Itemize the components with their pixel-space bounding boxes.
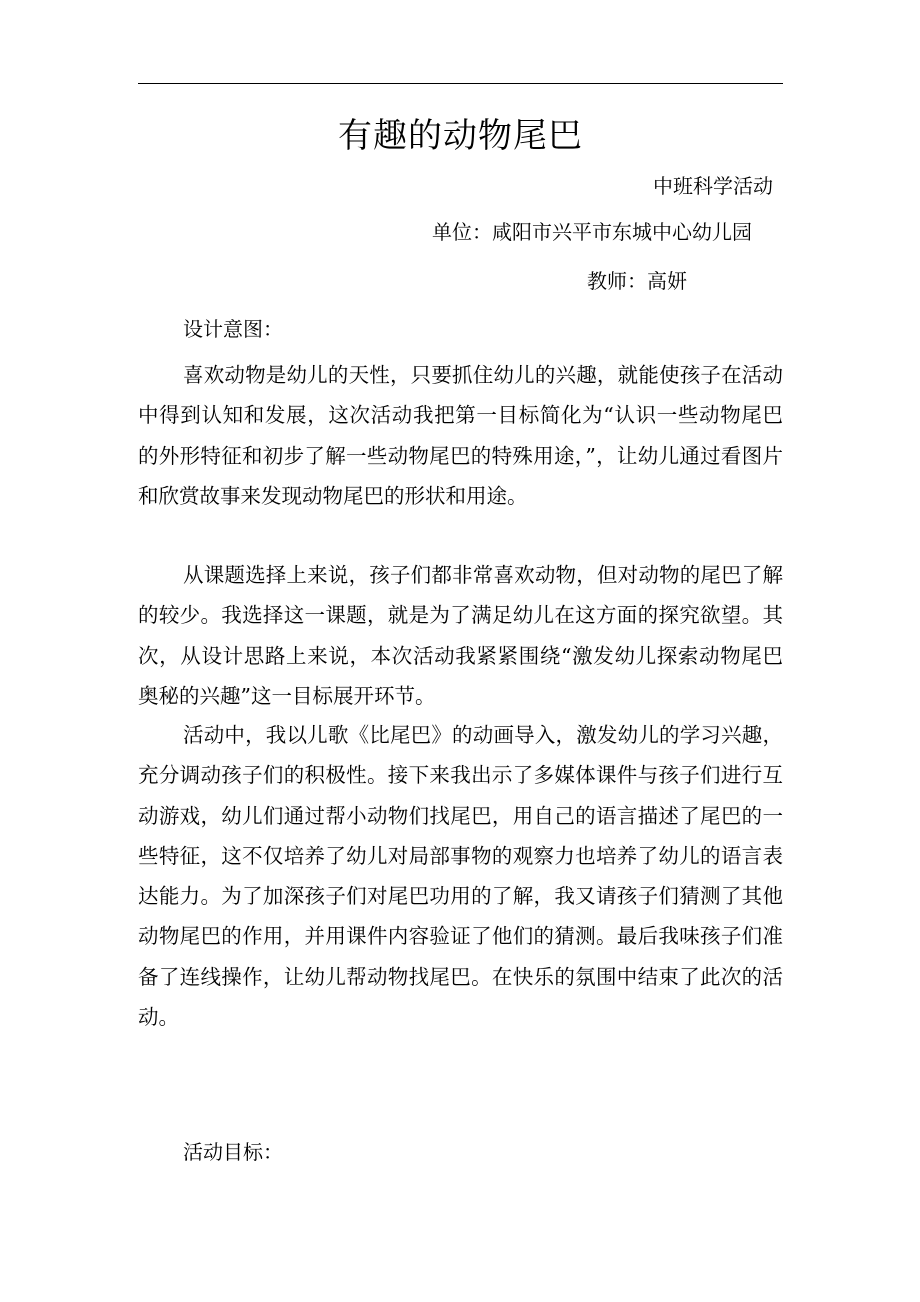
teacher-line: 教师：高妍 — [587, 269, 687, 293]
activity-type: 中班科学活动 — [653, 174, 773, 198]
document-title: 有趣的动物尾巴 — [338, 116, 583, 156]
design-intent-heading: 设计意图： — [183, 317, 283, 341]
paragraph-1: 喜欢动物是幼儿的天性，只要抓住幼儿的兴趣，就能使孩子在活动中得到认知和发展，这次活动我把第一目标简化为“认识一些动物尾巴的外形特征和初步了解一些动物尾巴的特殊用途，”，让幼儿通过看图片和欣赏故事来发现动物尾巴的形状和用途。 — [138, 363, 783, 508]
activity-goals-heading: 活动目标： — [183, 1140, 283, 1164]
header-rule — [138, 83, 783, 84]
unit-line: 单位：咸阳市兴平市东城中心幼儿园 — [432, 220, 752, 244]
paragraph-2: 从课题选择上来说，孩子们都非常喜欢动物，但对动物的尾巴了解的较少。我选择这一课题，就是为了满足幼儿在这方面的探究欲望。其次，从设计思路上来说，本次活动我紧紧围绕“激发幼儿探索动物尾巴奥秘的兴趣”这一目标展开环节。 — [138, 563, 783, 708]
paragraph-3: 活动中，我以儿歌《比尾巴》的动画导入，激发幼儿的学习兴趣，充分调动孩子们的积极性。接下来我出示了多媒体课件与孩子们进行互动游戏，幼儿们通过帮小动物们找尾巴，用自己的语言描述了尾巴的一些特征，这不仅培养了幼儿对局部事物的观察力也培养了幼儿的语言表达能力。为了加深孩子们对尾巴功用的了解，我又请孩子们猜测了其他动物尾巴的作用，并用课件内容验证了他们的猜测。最后我味孩子们准备了连线操作，让幼儿帮动物找尾巴。在快乐的氛围中结束了此次的活动。 — [138, 723, 783, 1030]
